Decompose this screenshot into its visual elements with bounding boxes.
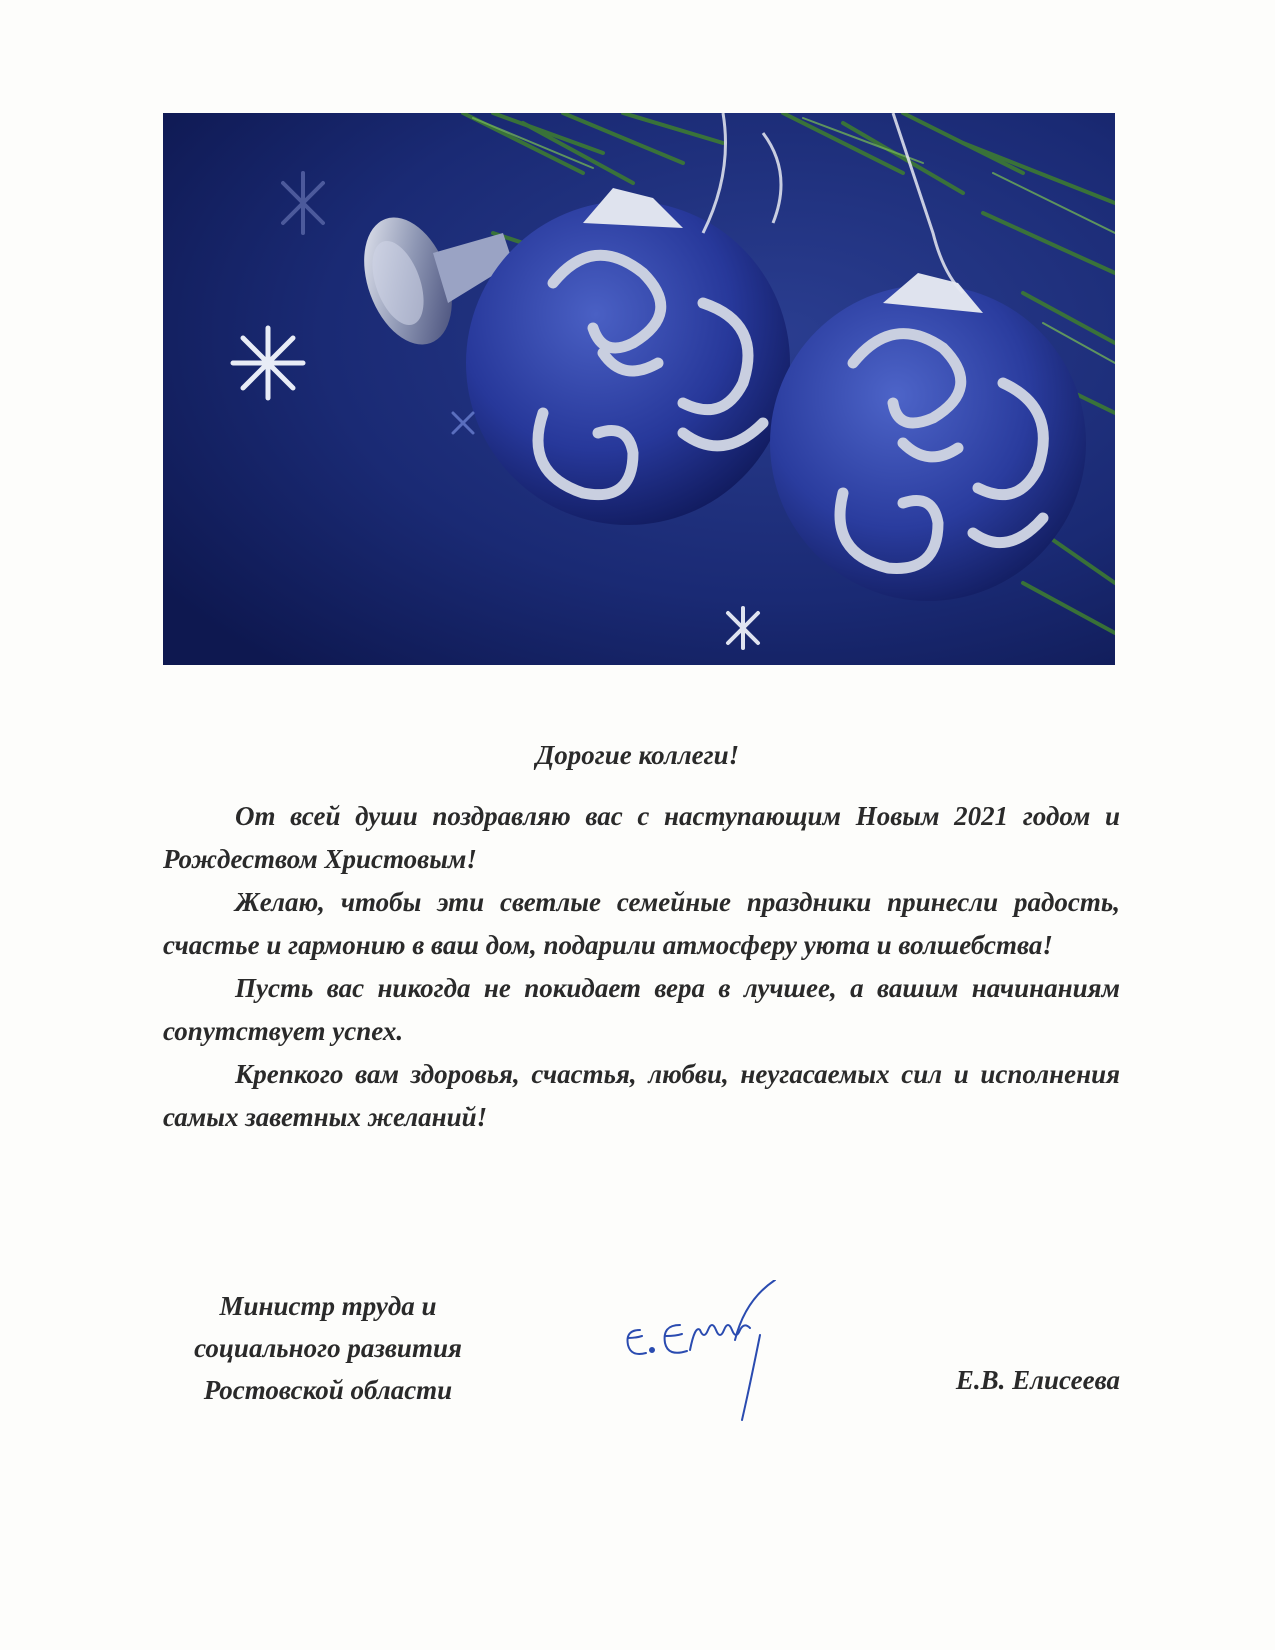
letter-body xyxy=(163,795,1120,1139)
snowflake-icon xyxy=(233,328,303,398)
signature-drawing xyxy=(620,1280,820,1430)
paragraph: От всей души поздравляю вас с наступающим Новым 2021 годом и Рождеством Христовым! xyxy=(163,801,1120,874)
salutation: Дорогие коллеги! xyxy=(535,740,740,770)
signer-position xyxy=(163,1285,493,1411)
signer-position-line: социального развития xyxy=(194,1333,462,1363)
paragraph: Желаю, чтобы эти светлые семейные праздники принесли радость, счастье и гармонию в ваш дом, подарили атмосферу уюта и волшебства! xyxy=(163,887,1120,960)
signer-name: Е.В. Елисеева xyxy=(955,1365,1120,1395)
signer-position-line: Министр труда и xyxy=(219,1291,437,1321)
paragraph: Крепкого вам здоровья, счастья, любви, неугасаемых сил и исполнения самых заветных желаний! xyxy=(163,1059,1120,1132)
paragraph: Пусть вас никогда не покидает вера в лучшее, а вашим начинаниям сопутствует успех. xyxy=(163,973,1120,1046)
christmas-ornaments-image xyxy=(163,113,1115,665)
signer-position-line: Ростовской области xyxy=(203,1375,453,1405)
handwritten-signature xyxy=(620,1280,820,1430)
ornaments-illustration xyxy=(163,113,1115,665)
